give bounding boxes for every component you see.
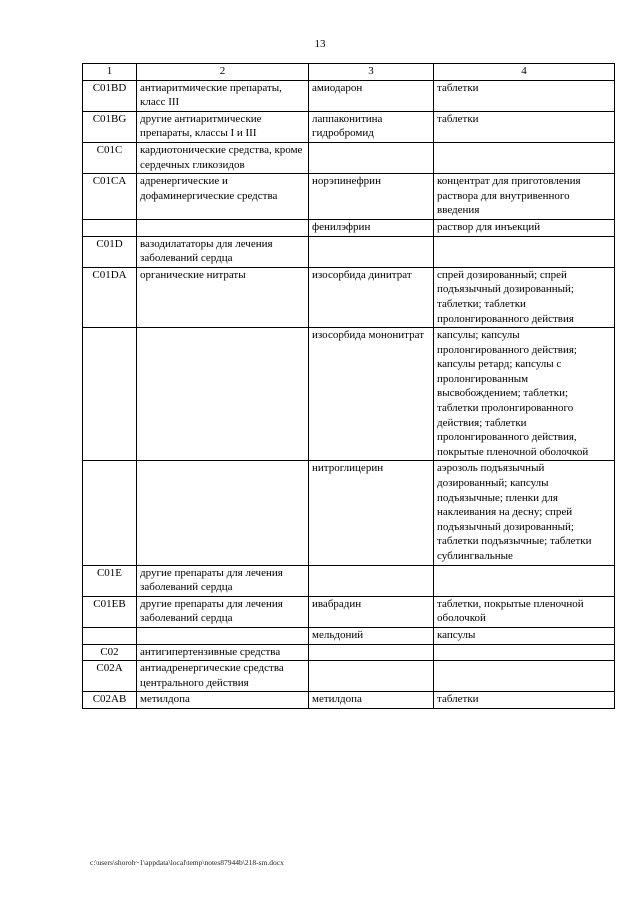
form-cell: таблетки xyxy=(434,692,615,709)
atc-code-cell xyxy=(83,461,137,565)
page-number: 13 xyxy=(314,38,326,50)
group-cell: метилдопа xyxy=(137,692,309,709)
form-cell xyxy=(434,565,615,596)
atc-code-cell: C01C xyxy=(83,142,137,173)
atc-code-cell: C01D xyxy=(83,236,137,267)
drug-cell: ивабрадин xyxy=(309,596,434,627)
group-cell: кардиотонические средства, кроме сердечных гликозидов xyxy=(137,142,309,173)
group-cell: антиаритмические препараты, класс III xyxy=(137,80,309,111)
atc-code-cell: C02 xyxy=(83,644,137,661)
group-cell: адренергические и дофаминергические средства xyxy=(137,174,309,220)
form-cell xyxy=(434,236,615,267)
table-row xyxy=(83,267,615,327)
atc-code-cell xyxy=(83,219,137,236)
form-cell: концентрат для приготовления раствора для внутривенного введения xyxy=(434,174,615,220)
table-row xyxy=(83,174,615,220)
table-row xyxy=(83,461,615,565)
drug-table xyxy=(82,63,615,709)
table-row xyxy=(83,627,615,644)
drug-cell: фенилэфрин xyxy=(309,219,434,236)
group-cell xyxy=(137,219,309,236)
table-row xyxy=(83,661,615,692)
drug-cell xyxy=(309,142,434,173)
table-row xyxy=(83,80,615,111)
table-header-row xyxy=(83,64,615,81)
drug-cell: лаппаконитина гидробромид xyxy=(309,111,434,142)
drug-cell xyxy=(309,236,434,267)
group-cell: другие препараты для лечения заболеваний сердца xyxy=(137,565,309,596)
table-row xyxy=(83,236,615,267)
drug-cell: нитроглицерин xyxy=(309,461,434,565)
document-file-path: c:\users\shoroh~1\appdata\local\temp\notes87944b\218-sm.docx xyxy=(90,858,284,867)
atc-code-cell xyxy=(83,627,137,644)
form-cell: таблетки xyxy=(434,80,615,111)
group-cell xyxy=(137,328,309,461)
group-cell: органические нитраты xyxy=(137,267,309,327)
drug-cell: изосорбида мононитрат xyxy=(309,328,434,461)
form-cell: капсулы; капсулы пролонгированного действия; капсулы ретард; капсулы с пролонгированным высвобождением; таблетки; таблетки пролонгированного действия; таблетки пролонгированного действия, покрытые пленочной оболочкой xyxy=(434,328,615,461)
form-cell xyxy=(434,142,615,173)
table-row xyxy=(83,142,615,173)
form-cell: аэрозоль подъязычный дозированный; капсулы подъязычные; пленки для наклеивания на десну; спрей подъязычный дозированный; таблетки подъязычные; таблетки сублингвальные xyxy=(434,461,615,565)
column-header: 3 xyxy=(309,64,434,81)
form-cell: капсулы xyxy=(434,627,615,644)
table-row xyxy=(83,111,615,142)
column-header: 2 xyxy=(137,64,309,81)
table-row xyxy=(83,328,615,461)
atc-code-cell: C01BD xyxy=(83,80,137,111)
column-header: 1 xyxy=(83,64,137,81)
atc-code-cell: C01EB xyxy=(83,596,137,627)
table-row xyxy=(83,596,615,627)
column-header: 4 xyxy=(434,64,615,81)
form-cell: таблетки xyxy=(434,111,615,142)
table-row xyxy=(83,692,615,709)
drug-cell xyxy=(309,644,434,661)
group-cell xyxy=(137,627,309,644)
drug-cell: метилдопа xyxy=(309,692,434,709)
form-cell: раствор для инъекций xyxy=(434,219,615,236)
atc-code-cell xyxy=(83,328,137,461)
drug-cell xyxy=(309,661,434,692)
form-cell: таблетки, покрытые пленочной оболочкой xyxy=(434,596,615,627)
table-row xyxy=(83,219,615,236)
atc-code-cell: C01E xyxy=(83,565,137,596)
atc-code-cell: C01CA xyxy=(83,174,137,220)
form-cell xyxy=(434,661,615,692)
drug-cell: норэпинефрин xyxy=(309,174,434,220)
form-cell: спрей дозированный; спрей подъязычный дозированный; таблетки; таблетки пролонгированного действия xyxy=(434,267,615,327)
table-row xyxy=(83,565,615,596)
atc-code-cell: C02AB xyxy=(83,692,137,709)
group-cell: антиадренергические средства центрального действия xyxy=(137,661,309,692)
table-row xyxy=(83,644,615,661)
atc-code-cell: C02A xyxy=(83,661,137,692)
group-cell: антигипертензивные средства xyxy=(137,644,309,661)
group-cell: другие препараты для лечения заболеваний сердца xyxy=(137,596,309,627)
drug-cell: изосорбида динитрат xyxy=(309,267,434,327)
drug-cell: амиодарон xyxy=(309,80,434,111)
atc-code-cell: C01BG xyxy=(83,111,137,142)
form-cell xyxy=(434,644,615,661)
group-cell: другие антиаритмические препараты, классы I и III xyxy=(137,111,309,142)
drug-cell xyxy=(309,565,434,596)
group-cell xyxy=(137,461,309,565)
group-cell: вазодилататоры для лечения заболеваний сердца xyxy=(137,236,309,267)
drug-cell: мельдоний xyxy=(309,627,434,644)
atc-code-cell: C01DA xyxy=(83,267,137,327)
